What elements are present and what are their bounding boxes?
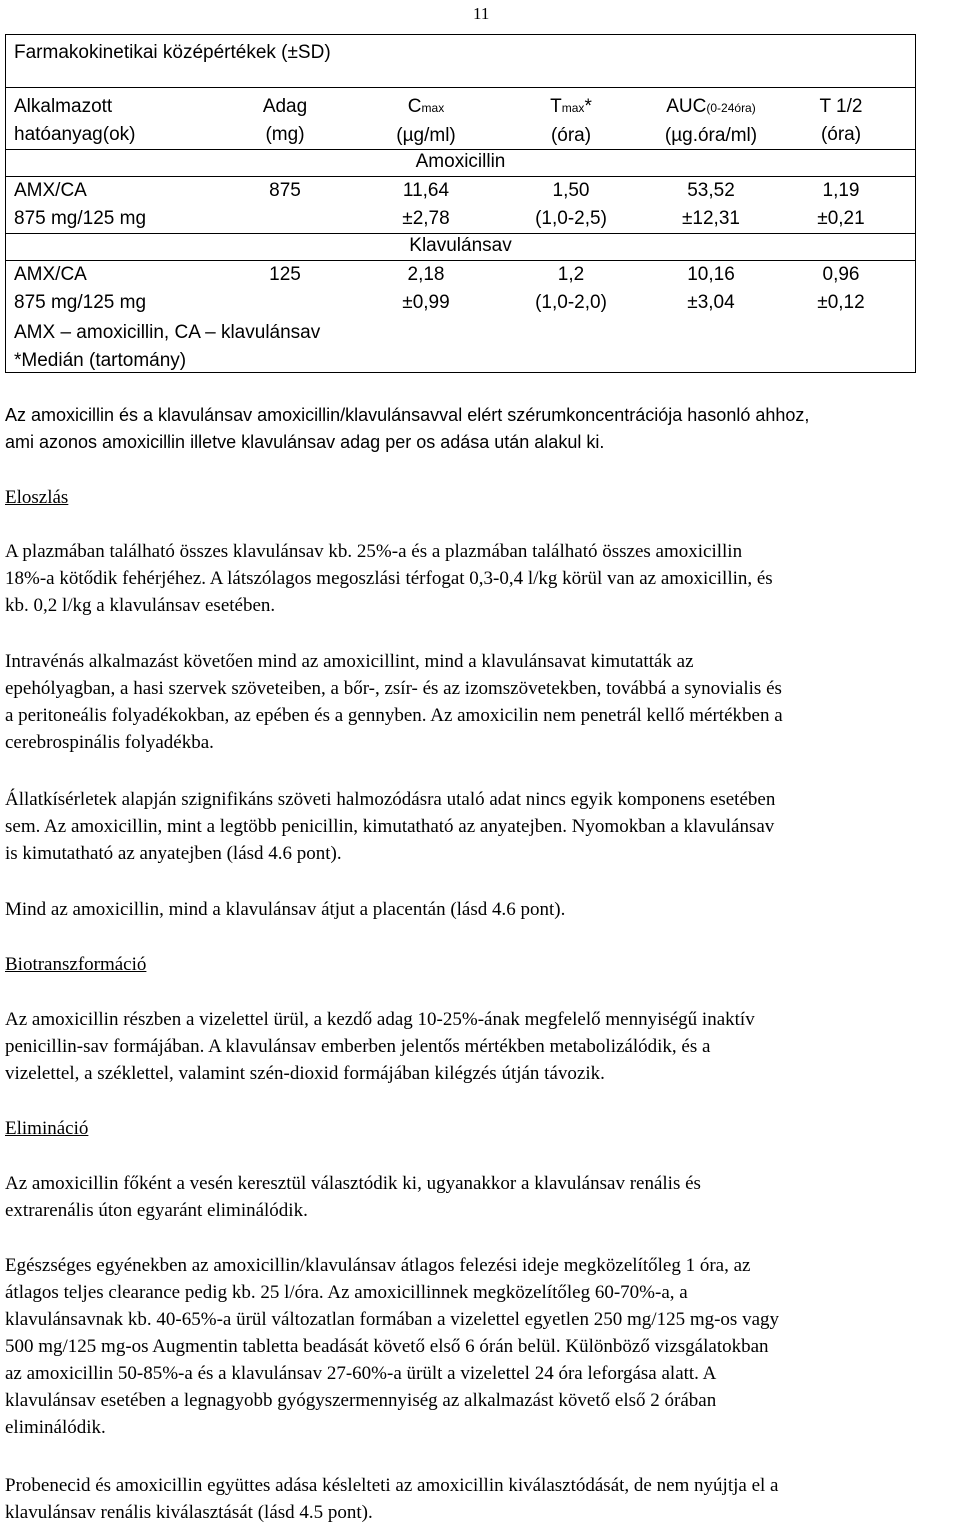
text-line: klavulánsavnak kb. 40-65%-a ürül változatlan formában a vizelettel egyetlen 250 mg/125 mg-os vagy (5, 1309, 780, 1330)
text-line: klavulánsav renális kiválasztását (lásd 4.5 pont). (5, 1502, 373, 1523)
paragraph-eliminacio-1 (5, 1170, 955, 1224)
row-auc-sd: ±12,31 (682, 208, 740, 229)
header-cmax-main: C (407, 96, 422, 117)
header-tmax (516, 93, 626, 150)
row-drug-line2: 875 mg/125 mg (14, 292, 147, 313)
header-auc-main: AUC (666, 96, 707, 117)
text-line: 500 mg/125 mg-os Augmentin tabletta beadását követő első 6 órán belül. Különböző vizsgálatokban (5, 1336, 769, 1357)
row-cmax-value: 2,18 (407, 264, 445, 285)
text-line: eliminálódik. (5, 1417, 106, 1438)
row-auc-value: 10,16 (687, 264, 735, 285)
paragraph-intro (5, 402, 955, 456)
text-line: Intravénás alkalmazást követően mind az amoxicillint, mind a klavulánsavat kimutatták az (5, 651, 694, 672)
text-line: Az amoxicillin és a klavulánsav amoxicillin/klavulánsavval elért szérumkoncentrációja hasonló ahhoz, (5, 405, 810, 425)
header-thalf (801, 93, 881, 149)
header-cmax-unit: (µg/ml) (396, 125, 456, 146)
row-drug-line2: 875 mg/125 mg (14, 208, 147, 229)
row-cmax-sd: ±0,99 (402, 292, 450, 313)
header-auc-line1 (651, 93, 771, 122)
header-auc (651, 93, 771, 150)
section-row-amoxicillin (6, 149, 915, 177)
row-tmax-value: 1,2 (557, 264, 585, 285)
text-line: az amoxicillin 50-85%-a és a klavulánsav 27-60%-a ürült a vizelettel 24 óra leforgása alatt. A (5, 1363, 717, 1384)
row-thalf (801, 177, 881, 233)
row-tmax (516, 177, 626, 233)
text-line: kb. 0,2 l/kg a klavulánsav esetében. (5, 595, 276, 616)
heading-eliminacio: Elimináció (5, 1118, 89, 1139)
text-line: Állatkísérletek alapján szignifikáns szöveti halmozódásra utaló adat nincs egyik komponens esetében (5, 789, 776, 810)
row-tmax-range: (1,0-2,0) (535, 292, 607, 313)
text-line: Egészséges egyénekben az amoxicillin/klavulánsav átlagos felezési ideje megközelítőleg 1 óra, az (5, 1255, 751, 1276)
header-thalf-line2: (óra) (820, 124, 862, 145)
paragraph-eliminacio-3 (5, 1472, 955, 1526)
row-thalf-value: 1,19 (822, 180, 860, 201)
header-auc-unit: (µg.óra/ml) (664, 125, 758, 146)
header-tmax-line1 (516, 93, 626, 122)
section-label: Klavulánsav (409, 235, 512, 256)
table-footnotes (14, 319, 320, 375)
heading-eloszlas: Eloszlás (5, 487, 69, 508)
row-auc-sd: ±3,04 (687, 292, 735, 313)
header-thalf-line1: T 1/2 (819, 96, 863, 117)
row-thalf-value: 0,96 (822, 264, 860, 285)
header-cmax-line1 (376, 93, 476, 122)
footnote-median: *Medián (tartomány) (14, 350, 187, 371)
paragraph-eloszlas-2 (5, 648, 955, 756)
row-cmax-sd: ±2,78 (402, 208, 450, 229)
row-drug-line1: AMX/CA (14, 180, 87, 201)
row-thalf (801, 261, 881, 317)
header-tmax-star: * (584, 96, 592, 117)
header-tmax-sub: max (561, 101, 585, 115)
row-auc (651, 177, 771, 233)
text-line: sem. Az amoxicillin, mint a legtöbb penicillin, kimutatható az anyatejben. Nyomokban a klavulánsav (5, 816, 775, 837)
text-line: Probenecid és amoxicillin együttes adása késlelteti az amoxicillin kiválasztódását, de nem nyújtja el a (5, 1475, 779, 1496)
header-auc-sub: (0-24óra) (706, 101, 756, 115)
text-line: átlagos teljes clearance pedig kb. 25 l/óra. Az amoxicillinnek megközelítőleg 60-70%-a, a (5, 1282, 688, 1303)
text-line: is kimutatható az anyatejben (lásd 4.6 pont). (5, 843, 342, 864)
row-dose: 125 (269, 264, 301, 285)
text-line: penicillin-sav formájában. A klavulánsav emberben jelentős mértékben metabolizálódik, és a (5, 1036, 711, 1057)
header-tmax-main: T (550, 96, 562, 117)
heading-biotranszformacio: Biotranszformáció (5, 954, 147, 975)
header-dose-line1: Adag (262, 96, 308, 117)
row-auc-value: 53,52 (687, 180, 735, 201)
header-drug-line1: Alkalmazott (14, 96, 113, 117)
row-tmax (516, 261, 626, 317)
text-line: cerebrospinális folyadékba. (5, 732, 214, 753)
header-drug (14, 93, 135, 149)
row-drug (14, 177, 146, 233)
row-drug-line1: AMX/CA (14, 264, 87, 285)
header-tmax-unit: (óra) (550, 125, 592, 146)
section-label: Amoxicillin (415, 151, 506, 172)
text-line: klavulánsav esetében a legnagyobb gyógyszermennyiség az alkalmazást követő első 2 órában (5, 1390, 717, 1411)
text-line: 18%-a kötődik fehérjéhez. A látszólagos megoszlási térfogat 0,3-0,4 l/kg körül van az amoxicillin, és (5, 568, 773, 589)
row-thalf-sd: ±0,12 (817, 292, 865, 313)
table-title: Farmakokinetikai középértékek (±SD) (14, 42, 331, 63)
text-line: Mind az amoxicillin, mind a klavulánsav átjut a placentán (lásd 4.6 pont). (5, 899, 566, 920)
header-dose (250, 93, 320, 149)
page-number: 11 (473, 4, 490, 23)
text-line: vizelettel, a széklettel, valamint szén-dioxid formájában kilégzés útján távozik. (5, 1063, 605, 1084)
header-dose-line2: (mg) (265, 124, 305, 145)
paragraph-eloszlas-3 (5, 786, 955, 867)
text-line: A plazmában található összes klavulánsav kb. 25%-a és a plazmában található összes amoxicillin (5, 541, 743, 562)
section-row-klavulansav (6, 233, 915, 261)
row-tmax-range: (1,0-2,5) (535, 208, 607, 229)
header-cmax-sub: max (421, 101, 445, 115)
text-line: Az amoxicillin főként a vesén keresztül választódik ki, ugyanakkor a klavulánsav renális és (5, 1173, 701, 1194)
row-cmax-value: 11,64 (402, 180, 450, 201)
paragraph-eloszlas-4 (5, 896, 955, 923)
header-drug-line2: hatóanyag(ok) (14, 124, 136, 145)
row-cmax (376, 261, 476, 317)
paragraph-biotranszformacio (5, 1006, 955, 1087)
paragraph-eloszlas-1 (5, 538, 955, 619)
row-cmax (376, 177, 476, 233)
row-drug (14, 261, 146, 317)
footnote-abbreviations: AMX – amoxicillin, CA – klavulánsav (14, 322, 321, 343)
row-dose: 875 (269, 180, 301, 201)
row-auc (651, 261, 771, 317)
row-tmax-value: 1,50 (552, 180, 590, 201)
text-line: epehólyagban, a hasi szervek szöveteiben, a bőr-, zsír- és az izomszövetekben, továbbá a synovialis és (5, 678, 782, 699)
text-line: ami azonos amoxicillin illetve klavulánsav adag per os adása után alakul ki. (5, 432, 605, 452)
paragraph-eliminacio-2 (5, 1252, 955, 1441)
text-line: extrarenális úton egyaránt eliminálódik. (5, 1200, 308, 1221)
divider (6, 87, 915, 88)
header-cmax (376, 93, 476, 150)
row-thalf-sd: ±0,21 (817, 208, 865, 229)
text-line: Az amoxicillin részben a vizelettel ürül, a kezdő adag 10-25%-ának megfelelő mennyiségű inaktív (5, 1009, 755, 1030)
text-line: a peritoneális folyadékokban, az epében és a gennyben. Az amoxicilin nem penetrál kellő mértékben a (5, 705, 783, 726)
pharmacokinetics-table (5, 34, 916, 373)
